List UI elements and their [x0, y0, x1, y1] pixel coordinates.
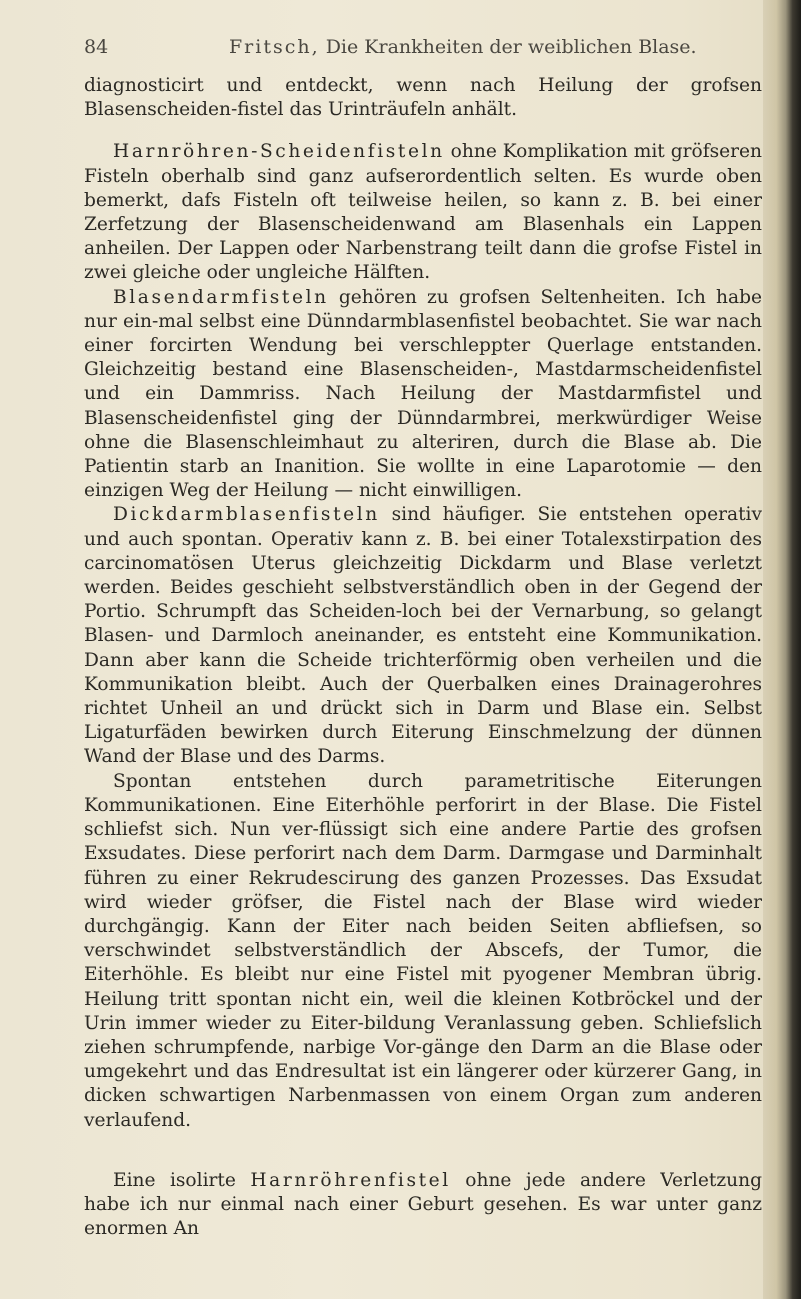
running-title	[229, 36, 697, 58]
paragraph-text: sind häufiger. Sie entstehen operativ und auch spontan. Operativ kann z. B. bei einer Totalexstirpation des carcinomatösen Uterus gleichzeitig Dickdarm und Blase verletzt werden. Beides geschieht selbstverständlich oben in der Gegend der Portio. Schrumpft das Scheiden-loch bei der Vernarbung, so gelangt Blasen- und Darmloch aneinander, es entsteht eine Kommunikation. Dann aber kann die Scheide trichterförmig oben verheilen und die Kommunikation bleibt. Auch der Querbalken eines Drainagerohres richtet Unheil an und drückt sich in Darm und Blase ein. Selbst Ligaturfäden bewirken durch Eiterung Einschmelzung der dünnen Wand der Blase und des Darms.	[84, 504, 762, 768]
paragraph-text: gehören zu grofsen Seltenheiten. Ich habe nur ein-mal selbst eine Dünndarmblasenfistel beobachtet. Sie war nach einer forcirten Wendung bei verschleppter Querlage entstanden. Gleichzeitig bestand eine Blasenscheiden-, Mastdarmscheidenfistel und ein Dammriss. Nach Heilung der Mastdarmfistel und Blasenscheidenfistel ging der Dünndarmbrei, merkwürdiger Weise ohne die Blasenschleimhaut zu alteriren, durch die Blase ab. Die Patientin starb an Inanition. Sie wollte in eine Laparotomie — den einzigen Weg der Heilung — nicht einwilligen.	[84, 286, 762, 502]
running-title-text: Die Krankheiten der weiblichen Blase.	[325, 36, 697, 58]
paragraph-text: ohne Komplikation mit gröfseren Fisteln oberhalb sind ganz aufserordentlich selten. Es wurde oben bemerkt, dafs Fisteln oft teilweise heilen, so kann z. B. bei einer Zerfetzung der Blasenscheidenwand am Blasenhals ein Lappen anheilen. Der Lappen oder Narbenstrang teilt dann die grofse Fistel in zwei gleiche oder ungleiche Hälften.	[84, 141, 762, 284]
spaced-term: Blasendarmfisteln	[113, 286, 329, 308]
spaced-term: Harnröhrenfistel	[250, 1169, 451, 1191]
running-author: Fritsch,	[229, 36, 320, 58]
spaced-term: Harnröhren-Scheidenfisteln	[113, 141, 445, 163]
paragraph-text: Eine isolirte	[113, 1169, 251, 1191]
book-spine-shadow	[763, 0, 801, 1299]
spaced-term: Dickdarmblasenfisteln	[113, 504, 380, 526]
paragraph-continuation	[84, 74, 762, 122]
paragraph-text: ohne jede andere Verletzung habe ich nur einmal nach einer Geburt gesehen. Es war unter ganz enormen An	[84, 1169, 762, 1240]
running-head	[84, 36, 764, 62]
paragraph-spontan	[84, 770, 762, 1133]
paragraph-text: Spontan entstehen durch parametritische Eiterungen Kommunikationen. Eine Eiterhöhle perforirt in der Blase. Die Fistel schliefst sich. Nun ver-flüssigt sich eine andere Partie des grofsen Exsudates. Diese perforirt nach dem Darm. Darmgase und Darminhalt führen zu einer Rekrudescirung des ganzen Prozesses. Das Exsudat wird wieder gröfser, die Fistel nach der Blase wird wieder durchgängig. Kann der Eiter nach beiden Seiten abfliefsen, so verschwindet selbstverständlich der Abscefs, der Tumor, die Eiterhöhle. Es bleibt nur eine Fistel mit pyogener Membran übrig. Heilung tritt spontan nicht ein, weil die kleinen Kotbröckel und der Urin immer wieder zu Eiter-bildung Veranlassung geben. Schliefslich ziehen schrumpfende, narbige Vor-gänge den Darm an die Blase oder umgekehrt und das Endresultat ist ein längerer oder kürzerer Gang, in dicken schwartigen Narbenmassen von einem Organ zum anderen verlaufend.	[84, 770, 762, 1131]
paragraph-harnroehrenfistel	[84, 1169, 762, 1242]
paragraph-text: diagnosticirt und entdeckt, wenn nach Heilung der grofsen Blasenscheiden-fistel das Urinträufeln anhält.	[84, 75, 762, 121]
paragraph-harnroehren-scheidenfisteln	[84, 140, 762, 285]
paragraph-blasendarmfisteln	[84, 286, 762, 504]
paragraph-dickdarmblasenfisteln	[84, 503, 762, 769]
page-number: 84	[84, 36, 109, 58]
body-text	[84, 74, 762, 1241]
